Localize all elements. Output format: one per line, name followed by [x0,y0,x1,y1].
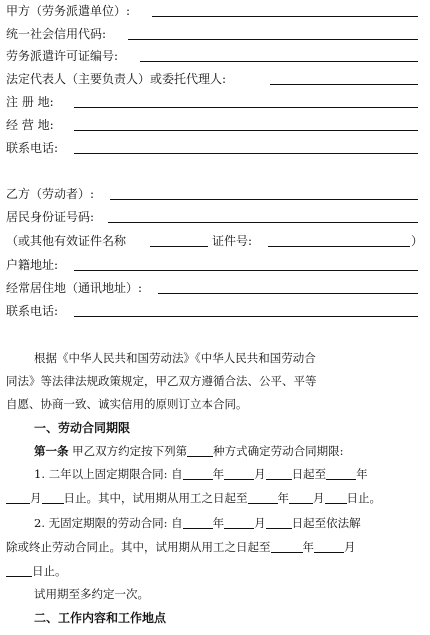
section-2-heading: 二、工作内容和工作地点 [34,611,167,625]
option-1-line-1: 1. 二年以上固定期限合同: 自 年 月 日起至 年 [34,467,368,481]
party-b-phone-label: 联系电话: [6,304,59,318]
preamble-line-1: 根据《中华人民共和国劳动法》《中华人民共和国劳动合 [34,351,316,365]
legal-rep-field[interactable] [270,84,418,85]
other-id-number-label: 证件号: [212,234,253,248]
opt1-start-month[interactable] [224,467,254,480]
credit-code-label: 统一社会信用代码: [6,27,107,41]
id-number-label: 居民身份证号码: [6,210,95,224]
legal-rep-label: 法定代表人（主要负责人）或委托代理人: [6,72,227,86]
party-b-phone-field[interactable] [74,316,418,317]
other-id-number-field[interactable] [268,246,410,247]
article-1: 第一条 甲乙双方约定按下列第 种方式确定劳动合同期限: [34,444,344,458]
opt2-trial-month[interactable] [314,540,344,553]
opt1-end-day[interactable] [42,491,64,504]
registered-address-field[interactable] [74,107,418,108]
opt1-trial-year[interactable] [248,491,278,504]
option-2-line-3: 日止。 [6,563,67,579]
trial-once-note: 试用期至多约定一次。 [34,587,149,601]
option-2-line-2: 除或终止劳动合同止。其中，试用期从用工之日起至 年 月 [6,540,356,554]
household-address-label: 户籍地址: [6,258,59,272]
residence-address-field[interactable] [158,293,418,294]
opt1-end-month[interactable] [6,491,30,504]
opt1-start-year[interactable] [183,467,213,480]
opt2-trial-day[interactable] [6,564,32,577]
registered-address-label: 注 册 地: [6,95,54,109]
residence-address-label: 经常居住地（通讯地址）: [6,281,143,295]
license-number-field[interactable] [140,61,418,62]
other-id-name-field[interactable] [150,246,208,247]
household-address-field[interactable] [74,270,418,271]
other-id-label: （或其他有效证件名称 [6,234,127,248]
opt1-trial-month[interactable] [289,491,313,504]
id-number-field[interactable] [108,222,418,223]
credit-code-field[interactable] [128,39,418,40]
opt2-start-year[interactable] [183,516,213,529]
party-a-label: 甲方（劳务派遣单位）: [6,4,131,18]
business-address-field[interactable] [74,130,418,131]
preamble-line-3: 自愿、协商一致、诚实信用的原则订立本合同。 [6,397,248,411]
option-number-blank[interactable] [187,444,213,457]
opt2-start-month[interactable] [224,516,254,529]
opt1-start-day[interactable] [266,467,292,480]
opt2-start-day[interactable] [266,516,292,529]
party-b-label: 乙方（劳动者）: [6,187,95,201]
option-2-line-1: 2. 无固定期限的劳动合同: 自 年 月 日起至依法解 [34,516,361,530]
party-a-name-field[interactable] [152,16,418,17]
business-address-label: 经 营 地: [6,118,54,132]
party-a-phone-label: 联系电话: [6,141,59,155]
preamble-line-2: 同法》等法律法规政策规定，甲乙双方遵循合法、公平、平等 [6,374,317,388]
other-id-close-paren: ） [411,234,424,248]
party-a-phone-field[interactable] [74,153,418,154]
option-1-line-2: 月 日止。其中，试用期从用工之日起至 年 月 日止。 [6,490,381,506]
opt1-trial-day[interactable] [325,491,347,504]
party-b-name-field[interactable] [110,199,418,200]
opt1-end-year[interactable] [326,467,356,480]
opt2-trial-year[interactable] [271,540,303,553]
license-number-label: 劳务派遣许可证编号: [6,49,119,63]
section-1-heading: 一、劳动合同期限 [34,421,131,435]
